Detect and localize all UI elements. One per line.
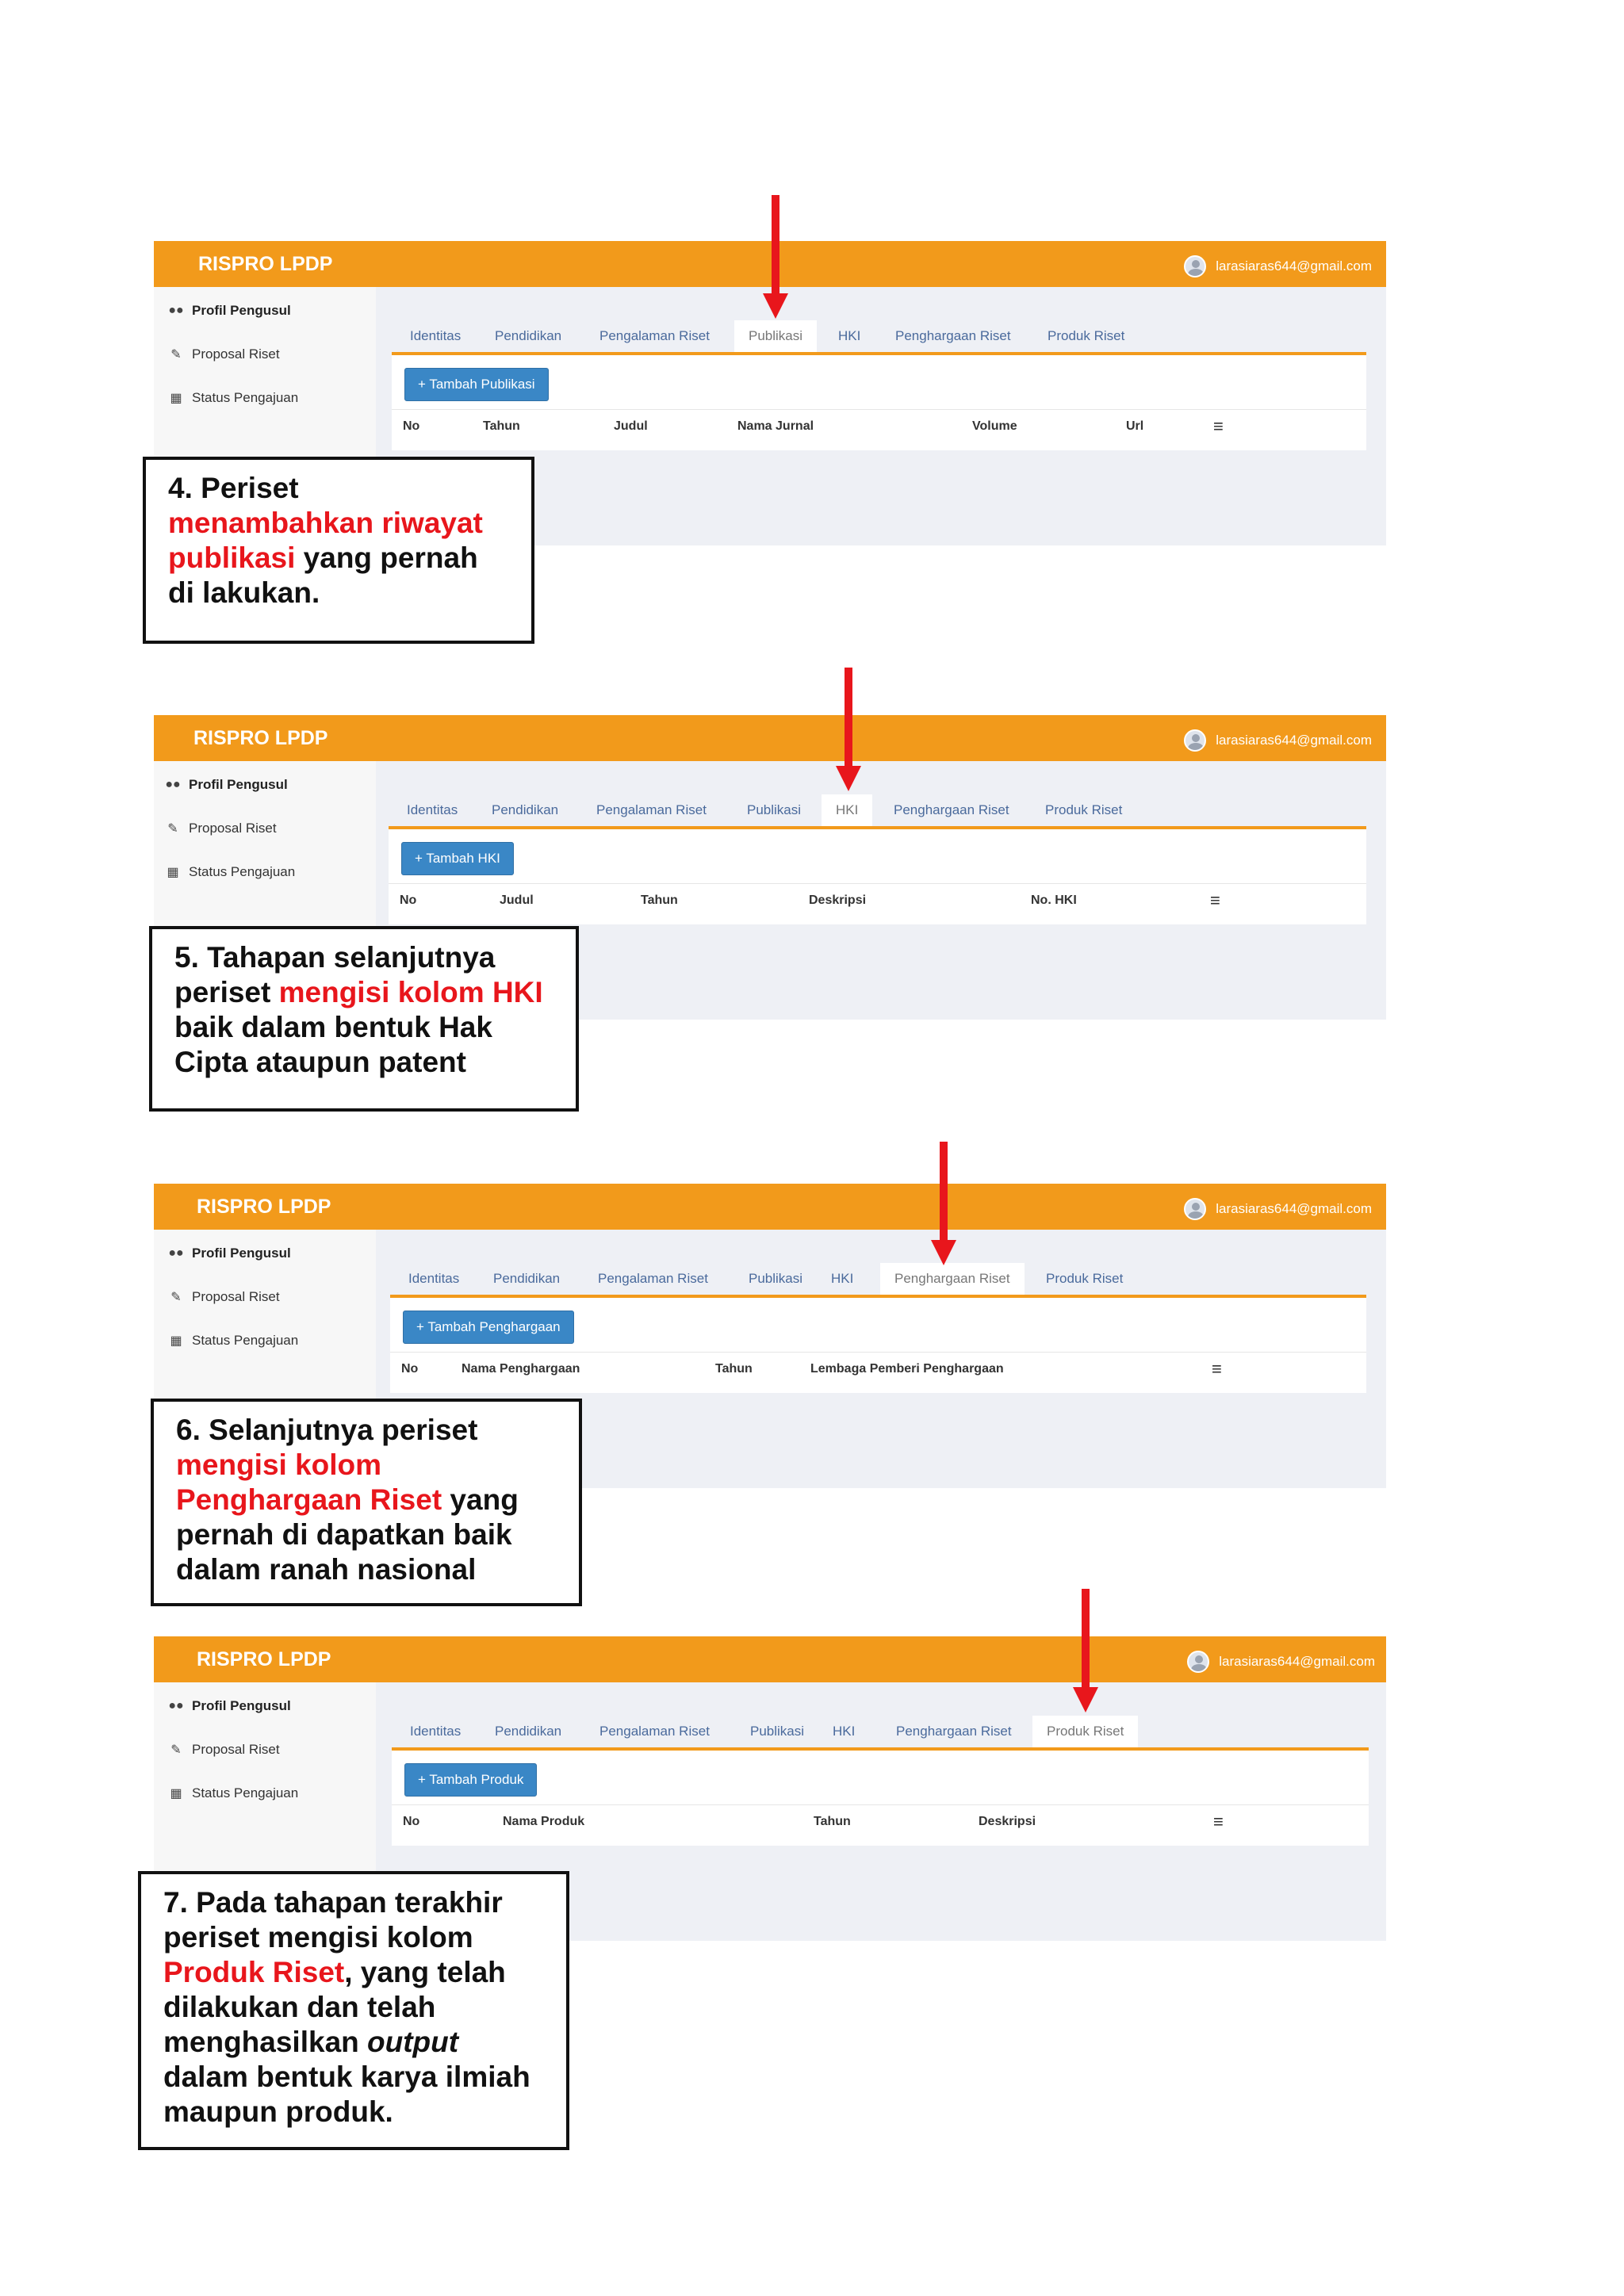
callout-segment: yang bbox=[442, 1483, 519, 1516]
callout-segment: mengisi kolom bbox=[176, 1448, 382, 1481]
brand-logo[interactable]: RISPRO LPDP bbox=[198, 253, 333, 275]
tab-identitas[interactable]: Identitas bbox=[410, 1724, 462, 1739]
callout-step-6 bbox=[151, 1399, 582, 1606]
callout-segment: output bbox=[367, 2026, 459, 2058]
tab-identitas[interactable]: Identitas bbox=[410, 328, 462, 343]
callout-line bbox=[174, 1045, 553, 1080]
tambah-penghargaan-button[interactable]: + Tambah Penghargaan bbox=[403, 1311, 574, 1344]
tab-penghargaan-riset[interactable]: Penghargaan Riset bbox=[896, 1724, 1012, 1739]
tab-penghargaan-riset[interactable]: Penghargaan Riset bbox=[894, 802, 1009, 817]
callout-line bbox=[174, 940, 553, 975]
column-header: Nama Jurnal bbox=[737, 419, 814, 433]
content-box bbox=[389, 829, 1366, 924]
callout-segment: baik dalam bentuk Hak bbox=[174, 1011, 492, 1043]
tab-publikasi[interactable]: Publikasi bbox=[749, 1271, 803, 1286]
table-header bbox=[392, 409, 1366, 443]
tab-pengalaman-riset[interactable]: Pengalaman Riset bbox=[596, 802, 707, 817]
callout-segment: publikasi bbox=[168, 541, 296, 574]
sidebar-item-profil[interactable] bbox=[165, 777, 288, 793]
callout-segment: pernah di dapatkan baik bbox=[176, 1518, 512, 1551]
tab-publikasi[interactable]: Publikasi bbox=[747, 802, 802, 817]
user-email: larasiaras644@gmail.com bbox=[1219, 1654, 1375, 1669]
callout-step-5 bbox=[149, 926, 579, 1112]
callout-segment: dalam ranah nasional bbox=[176, 1553, 477, 1586]
user-menu[interactable] bbox=[1184, 1198, 1372, 1220]
callout-text bbox=[174, 940, 553, 1080]
status-grid-icon: ▦ bbox=[170, 1787, 182, 1800]
callout-segment: , yang telah bbox=[344, 1956, 506, 1988]
callout-line bbox=[163, 1955, 544, 1990]
tab-publikasi[interactable]: Publikasi bbox=[750, 1724, 805, 1739]
callout-line bbox=[176, 1413, 557, 1448]
red-arrow-indicator bbox=[772, 195, 779, 295]
tab-penghargaan-riset[interactable]: Penghargaan Riset bbox=[880, 1263, 1025, 1295]
callout-segment: 5. Tahapan selanjutnya bbox=[174, 941, 496, 974]
tab-hki[interactable]: HKI bbox=[822, 794, 872, 826]
proposal-icon: ✎ bbox=[167, 822, 178, 836]
tab-bar bbox=[392, 320, 1366, 355]
top-bar bbox=[154, 241, 1386, 287]
callout-step-7 bbox=[138, 1871, 569, 2150]
user-email: larasiaras644@gmail.com bbox=[1216, 1201, 1372, 1216]
column-header: No bbox=[403, 1815, 420, 1828]
sidebar-item-label: Profil Pengusul bbox=[192, 1246, 291, 1261]
column-header: No bbox=[403, 419, 420, 433]
tab-produk-riset[interactable]: Produk Riset bbox=[1045, 802, 1123, 817]
sidebar-item-status[interactable] bbox=[168, 390, 298, 406]
callout-line bbox=[168, 506, 509, 541]
sidebar-item-label: Status Pengajuan bbox=[192, 390, 299, 405]
sidebar-item-label: Profil Pengusul bbox=[192, 1698, 291, 1713]
sidebar-item-profil[interactable] bbox=[168, 303, 291, 319]
callout-segment: di lakukan. bbox=[168, 576, 320, 609]
tab-pendidikan[interactable]: Pendidikan bbox=[495, 328, 562, 343]
callout-text bbox=[176, 1413, 557, 1587]
callout-segment: dilakukan dan telah bbox=[163, 1991, 436, 2023]
callout-segment: dalam bentuk karya ilmiah bbox=[163, 2061, 530, 2093]
tambah-hki-button[interactable]: + Tambah HKI bbox=[401, 842, 514, 875]
brand-logo[interactable]: RISPRO LPDP bbox=[197, 1196, 331, 1218]
callout-segment: Cipta ataupun patent bbox=[174, 1046, 466, 1078]
sidebar-item-label: Proposal Riset bbox=[192, 346, 280, 362]
sidebar-item-status[interactable] bbox=[168, 1333, 298, 1349]
callout-line bbox=[176, 1517, 557, 1552]
sidebar-item-proposal[interactable] bbox=[168, 1742, 280, 1758]
column-header: Lembaga Pemberi Penghargaan bbox=[810, 1362, 1004, 1376]
column-header: Tahun bbox=[715, 1362, 753, 1376]
callout-line bbox=[163, 1885, 544, 1920]
tab-bar bbox=[392, 1716, 1369, 1751]
column-header: No bbox=[401, 1362, 419, 1376]
tab-bar bbox=[390, 1263, 1366, 1298]
callout-segment: periset mengisi kolom bbox=[163, 1921, 473, 1954]
tab-hki[interactable]: HKI bbox=[831, 1271, 854, 1286]
column-header: Judul bbox=[614, 419, 648, 433]
callout-line bbox=[168, 576, 509, 610]
tab-pengalaman-riset[interactable]: Pengalaman Riset bbox=[598, 1271, 708, 1286]
menu-icon[interactable]: ≡ bbox=[1212, 1359, 1222, 1379]
callout-segment: Penghargaan Riset bbox=[176, 1483, 442, 1516]
status-grid-icon: ▦ bbox=[170, 1334, 182, 1348]
callout-line bbox=[176, 1483, 557, 1517]
sidebar-item-label: Profil Pengusul bbox=[189, 777, 288, 792]
column-header: Nama Produk bbox=[503, 1815, 585, 1828]
callout-segment: menambahkan riwayat bbox=[168, 507, 483, 539]
column-header: Tahun bbox=[814, 1815, 851, 1828]
column-header: No. HKI bbox=[1031, 894, 1077, 907]
tab-pendidikan[interactable]: Pendidikan bbox=[492, 802, 559, 817]
red-arrow-indicator bbox=[845, 668, 852, 767]
sidebar-item-label: Proposal Riset bbox=[192, 1289, 280, 1304]
callout-segment: maupun produk. bbox=[163, 2095, 393, 2128]
tab-produk-riset[interactable]: Produk Riset bbox=[1032, 1716, 1138, 1747]
menu-icon[interactable]: ≡ bbox=[1213, 1812, 1224, 1831]
callout-text bbox=[168, 471, 509, 610]
tab-hki[interactable]: HKI bbox=[833, 1724, 856, 1739]
top-bar bbox=[154, 1636, 1386, 1682]
user-menu[interactable] bbox=[1184, 255, 1372, 277]
red-arrow-indicator bbox=[940, 1142, 948, 1242]
table-header bbox=[389, 883, 1366, 917]
column-header: Deskripsi bbox=[809, 894, 867, 907]
callout-line bbox=[163, 1920, 544, 1955]
brand-logo[interactable]: RISPRO LPDP bbox=[193, 727, 328, 749]
callout-segment: periset bbox=[174, 976, 279, 1008]
callout-segment: mengisi kolom HKI bbox=[278, 976, 543, 1008]
tab-produk-riset[interactable]: Produk Riset bbox=[1048, 328, 1125, 343]
content-box bbox=[390, 1298, 1366, 1393]
sidebar-item-label: Profil Pengusul bbox=[192, 303, 291, 318]
tambah-publikasi-button[interactable]: + Tambah Publikasi bbox=[404, 368, 549, 401]
callout-segment: menghasilkan bbox=[163, 2026, 368, 2058]
menu-icon[interactable]: ≡ bbox=[1213, 416, 1224, 436]
sidebar-item-profil[interactable] bbox=[168, 1698, 291, 1714]
callout-line bbox=[163, 2060, 544, 2095]
sidebar-item-label: Status Pengajuan bbox=[189, 864, 296, 879]
red-arrow-indicator bbox=[1082, 1589, 1090, 1689]
callout-segment: Produk Riset bbox=[163, 1956, 345, 1988]
sidebar-item-label: Proposal Riset bbox=[189, 821, 277, 836]
proposal-icon: ✎ bbox=[170, 348, 182, 362]
button-label: Tambah HKI bbox=[426, 851, 500, 866]
column-header: Judul bbox=[500, 894, 534, 907]
tab-pengalaman-riset[interactable]: Pengalaman Riset bbox=[599, 328, 710, 343]
sidebar-item-label: Status Pengajuan bbox=[192, 1785, 299, 1800]
callout-segment: yang pernah bbox=[295, 541, 478, 574]
sidebar-item-proposal[interactable] bbox=[168, 346, 280, 362]
button-label: Tambah Penghargaan bbox=[427, 1319, 561, 1334]
users-icon: ●● bbox=[165, 778, 181, 791]
user-email: larasiaras644@gmail.com bbox=[1216, 258, 1372, 274]
sidebar-item-label: Proposal Riset bbox=[192, 1742, 280, 1757]
column-header: Tahun bbox=[483, 419, 520, 433]
menu-icon[interactable]: ≡ bbox=[1210, 890, 1220, 910]
tab-identitas[interactable]: Identitas bbox=[408, 1271, 460, 1286]
user-menu[interactable] bbox=[1184, 729, 1372, 752]
callout-line bbox=[176, 1552, 557, 1587]
tab-penghargaan-riset[interactable]: Penghargaan Riset bbox=[895, 328, 1011, 343]
sidebar-item-profil[interactable] bbox=[168, 1246, 291, 1261]
brand-logo[interactable]: RISPRO LPDP bbox=[197, 1648, 331, 1670]
avatar-icon bbox=[1184, 1198, 1206, 1220]
status-grid-icon: ▦ bbox=[170, 392, 182, 405]
sidebar-item-proposal[interactable] bbox=[168, 1289, 280, 1305]
tab-publikasi[interactable]: Publikasi bbox=[734, 320, 817, 352]
callout-segment: 4. Periset bbox=[168, 472, 299, 504]
column-header: Volume bbox=[972, 419, 1017, 433]
sidebar-item-status[interactable] bbox=[165, 864, 295, 880]
callout-segment: 6. Selanjutnya periset bbox=[176, 1414, 478, 1446]
proposal-icon: ✎ bbox=[170, 1291, 182, 1304]
callout-line bbox=[163, 2095, 544, 2130]
callout-line bbox=[174, 1010, 553, 1045]
column-header: Deskripsi bbox=[979, 1815, 1036, 1828]
sidebar-item-proposal[interactable] bbox=[165, 821, 277, 836]
sidebar-item-status[interactable] bbox=[168, 1785, 298, 1801]
column-header: Nama Penghargaan bbox=[462, 1362, 580, 1376]
top-bar bbox=[154, 1184, 1386, 1230]
avatar-icon bbox=[1184, 729, 1206, 752]
users-icon: ●● bbox=[168, 1699, 184, 1712]
avatar-icon bbox=[1187, 1651, 1209, 1673]
column-header: No bbox=[400, 894, 417, 907]
callout-line bbox=[163, 2025, 544, 2060]
callout-line bbox=[163, 1990, 544, 2025]
callout-segment: 7. Pada tahapan terakhir bbox=[163, 1886, 503, 1919]
column-header: Url bbox=[1126, 419, 1144, 433]
table-header bbox=[392, 1804, 1369, 1839]
proposal-icon: ✎ bbox=[170, 1743, 182, 1757]
callout-step-4 bbox=[143, 457, 534, 644]
callout-line bbox=[176, 1448, 557, 1483]
tambah-produk-button[interactable]: + Tambah Produk bbox=[404, 1763, 537, 1797]
avatar-icon bbox=[1184, 255, 1206, 277]
callout-line bbox=[168, 541, 509, 576]
sidebar-item-label: Status Pengajuan bbox=[192, 1333, 299, 1348]
content-box bbox=[392, 355, 1366, 450]
tab-pengalaman-riset[interactable]: Pengalaman Riset bbox=[599, 1724, 710, 1739]
callout-text bbox=[163, 1885, 544, 2130]
top-bar bbox=[154, 715, 1386, 761]
users-icon: ●● bbox=[168, 1246, 184, 1260]
column-header: Tahun bbox=[641, 894, 678, 907]
button-label: Tambah Produk bbox=[429, 1772, 524, 1787]
status-grid-icon: ▦ bbox=[167, 866, 179, 879]
tab-pendidikan[interactable]: Pendidikan bbox=[493, 1271, 561, 1286]
users-icon: ●● bbox=[168, 304, 184, 317]
table-header bbox=[390, 1352, 1366, 1386]
user-email: larasiaras644@gmail.com bbox=[1216, 733, 1372, 748]
callout-line bbox=[168, 471, 509, 506]
tab-pendidikan[interactable]: Pendidikan bbox=[495, 1724, 562, 1739]
tab-produk-riset[interactable]: Produk Riset bbox=[1046, 1271, 1124, 1286]
content-box bbox=[392, 1751, 1369, 1846]
callout-line bbox=[174, 975, 553, 1010]
user-menu[interactable] bbox=[1187, 1651, 1375, 1673]
tab-hki[interactable]: HKI bbox=[838, 328, 861, 343]
tab-bar bbox=[389, 794, 1366, 829]
tab-identitas[interactable]: Identitas bbox=[407, 802, 458, 817]
button-label: Tambah Publikasi bbox=[429, 377, 535, 392]
